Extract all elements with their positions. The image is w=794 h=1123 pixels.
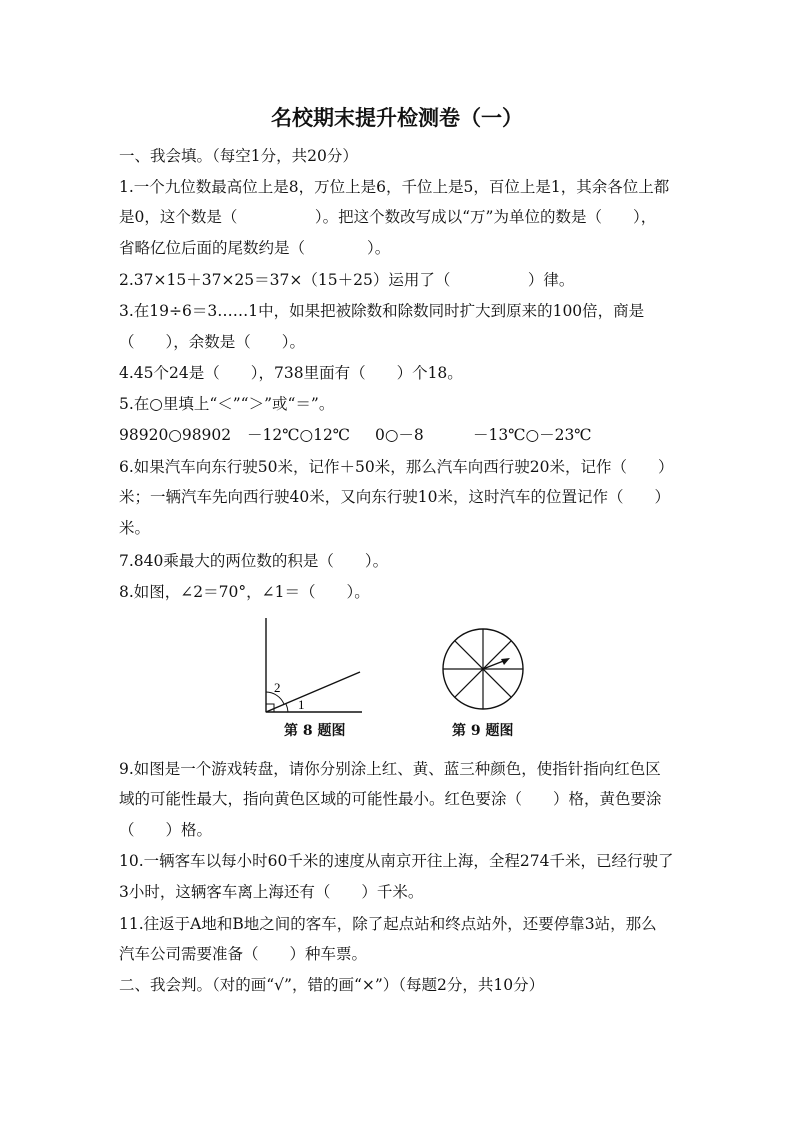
question-6-line-2: 米；一辆汽车先向西行驶40米，又向东行驶10米，这时汽车的位置记作（ ） <box>119 488 670 506</box>
question-10-line-2: 3小时，这辆客车离上海还有（ ）千米。 <box>119 883 424 901</box>
question-10-line-1: 10.一辆客车以每小时60千米的速度从南京开往上海，全程274千米，已经行驶了 <box>119 852 674 870</box>
question-1-line-3: 省略亿位后面的尾数约是（ ）。 <box>119 239 391 257</box>
question-8: 8.如图，∠2＝70°，∠1＝（ ）。 <box>119 583 370 601</box>
question-4: 4.45个24是（ ），738里面有（ ）个18。 <box>119 364 463 382</box>
question-7: 7.840乘最大的两位数的积是（ ）。 <box>119 552 389 570</box>
question-6-line-3: 米。 <box>119 519 151 537</box>
compare-item: －13℃○－23℃ <box>473 426 592 444</box>
angle-2-label: 2 <box>274 680 281 695</box>
angle-1-label: 1 <box>298 697 305 712</box>
arrow-icon <box>501 658 510 665</box>
question-3-line-2: （ ），余数是（ ）。 <box>119 333 306 351</box>
figures-area <box>248 612 548 742</box>
page-title: 名校期末提升检测卷（一） <box>271 105 523 130</box>
figure-9-caption: 第 9 题图 <box>452 723 514 739</box>
question-5-compare-row <box>119 425 719 445</box>
compare-item: －12℃○12℃ <box>247 426 351 444</box>
compare-item: 0○－8 <box>375 426 424 444</box>
figure-8-caption: 第 8 题图 <box>284 723 346 739</box>
figure-9-spinner <box>438 622 538 722</box>
question-9-line-1: 9.如图是一个游戏转盘，请你分别涂上红、黄、蓝三种颜色，使指针指向红色区 <box>119 760 661 778</box>
question-11-line-2: 汽车公司需要准备（ ）种车票。 <box>119 945 368 963</box>
question-1-line-1: 1.一个九位数最高位上是8，万位上是6，千位上是5，百位上是1，其余各位上都 <box>119 178 670 196</box>
section-1-heading: 一、我会填。（每空1分，共20分） <box>119 147 358 165</box>
question-3-line-1: 3.在19÷6＝3……1中，如果把被除数和除数同时扩大到原来的100倍，商是 <box>119 302 645 320</box>
section-2-heading: 二、我会判。（对的画“√”，错的画“×”）（每题2分，共10分） <box>119 976 545 994</box>
question-1-line-2: 是0，这个数是（ ）。把这个数改写成以“万”为单位的数是（ ）， <box>119 208 657 226</box>
question-5: 5.在○里填上“＜”“＞”或“＝”。 <box>119 395 335 413</box>
question-9-line-2: 域的可能性最大，指向黄色区域的可能性最小。红色要涂（ ）格，黄色要涂 <box>119 790 662 808</box>
question-11-line-1: 11.往返于A地和B地之间的客车，除了起点站和终点站外，还要停靠3站，那么 <box>119 915 657 933</box>
question-2: 2.37×15＋37×25＝37×（15＋25）运用了（ ）律。 <box>119 271 575 289</box>
compare-item: 98920○98902 <box>119 426 232 444</box>
question-6-line-1: 6.如果汽车向东行驶50米，记作＋50米，那么汽车向西行驶20米，记作（ ） <box>119 458 674 476</box>
question-9-line-3: （ ）格。 <box>119 821 213 839</box>
